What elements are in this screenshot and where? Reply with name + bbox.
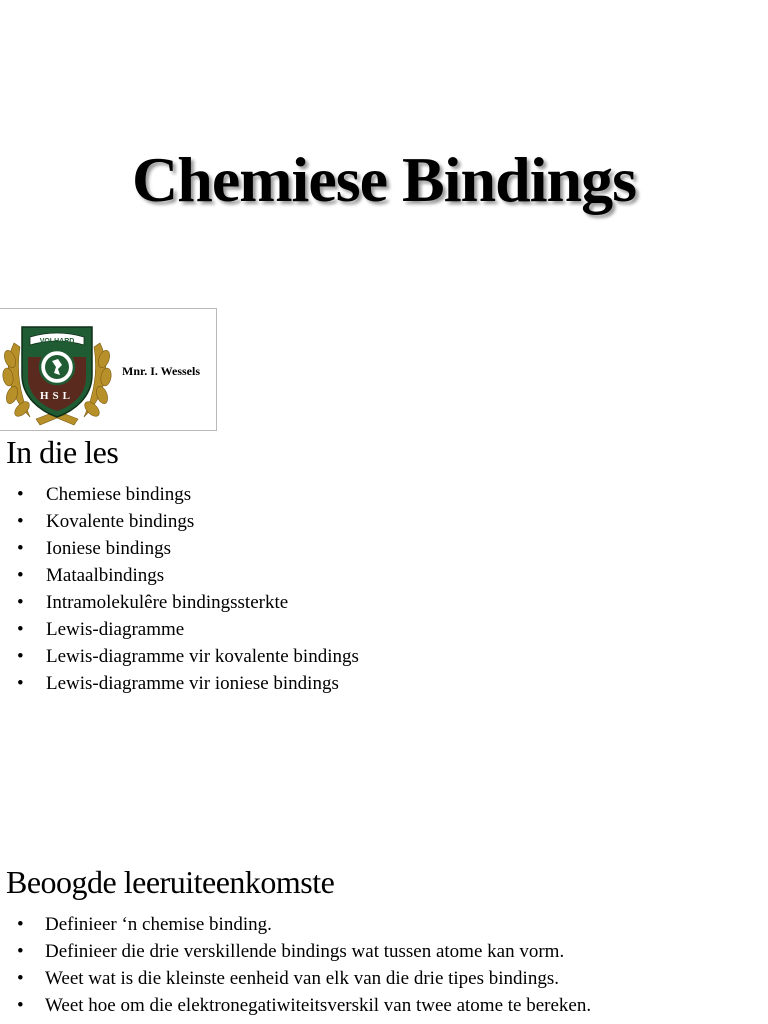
list-item: • Lewis-diagramme vir kovalente bindings [0, 643, 359, 670]
bullet-icon: • [17, 592, 24, 613]
section-heading-lesson: In die les [6, 434, 119, 470]
svg-text:HSL: HSL [39, 390, 75, 402]
section-heading-outcomes: Beoogde leeruiteenkomste [6, 864, 335, 900]
bullet-icon: • [17, 968, 24, 989]
bullet-icon: • [17, 511, 24, 532]
list-item: • Ioniese bindings [0, 535, 359, 562]
learning-outcomes-list [0, 911, 591, 1019]
bullet-icon: • [17, 484, 24, 505]
school-crest-emblem [0, 313, 114, 431]
bullet-icon: • [17, 565, 24, 586]
list-item: • Definieer ‘n chemise binding. [0, 911, 591, 938]
list-item: • Intramolekulêre bindingssterkte [0, 589, 359, 616]
list-item: • Lewis-diagramme vir ioniese bindings [0, 670, 359, 697]
bullet-icon: • [17, 646, 24, 667]
school-logo-banner [0, 308, 217, 431]
list-item: • Chemiese bindings [0, 481, 359, 508]
bullet-icon: • [17, 619, 24, 640]
page-title: Chemiese Bindings [132, 144, 636, 215]
list-item: • Weet hoe om die elektronegatiwiteitsverskil van twee atome te bereken. [0, 992, 591, 1019]
bullet-icon: • [17, 995, 24, 1016]
bullet-icon: • [17, 673, 24, 694]
list-item: • Weet wat is die kleinste eenheid van elk van die drie tipes bindings. [0, 965, 591, 992]
list-item: • Lewis-diagramme [0, 616, 359, 643]
list-item: • Mataalbindings [0, 562, 359, 589]
lesson-topics-list [0, 481, 359, 697]
bullet-icon: • [17, 914, 24, 935]
bullet-icon: • [17, 941, 24, 962]
list-item: • Kovalente bindings [0, 508, 359, 535]
svg-text:VOLHARD: VOLHARD [39, 338, 75, 345]
list-item: • Definieer die drie verskillende bindings wat tussen atome kan vorm. [0, 938, 591, 965]
bullet-icon: • [17, 538, 24, 559]
teacher-name: Mnr. I. Wessels [122, 364, 201, 378]
